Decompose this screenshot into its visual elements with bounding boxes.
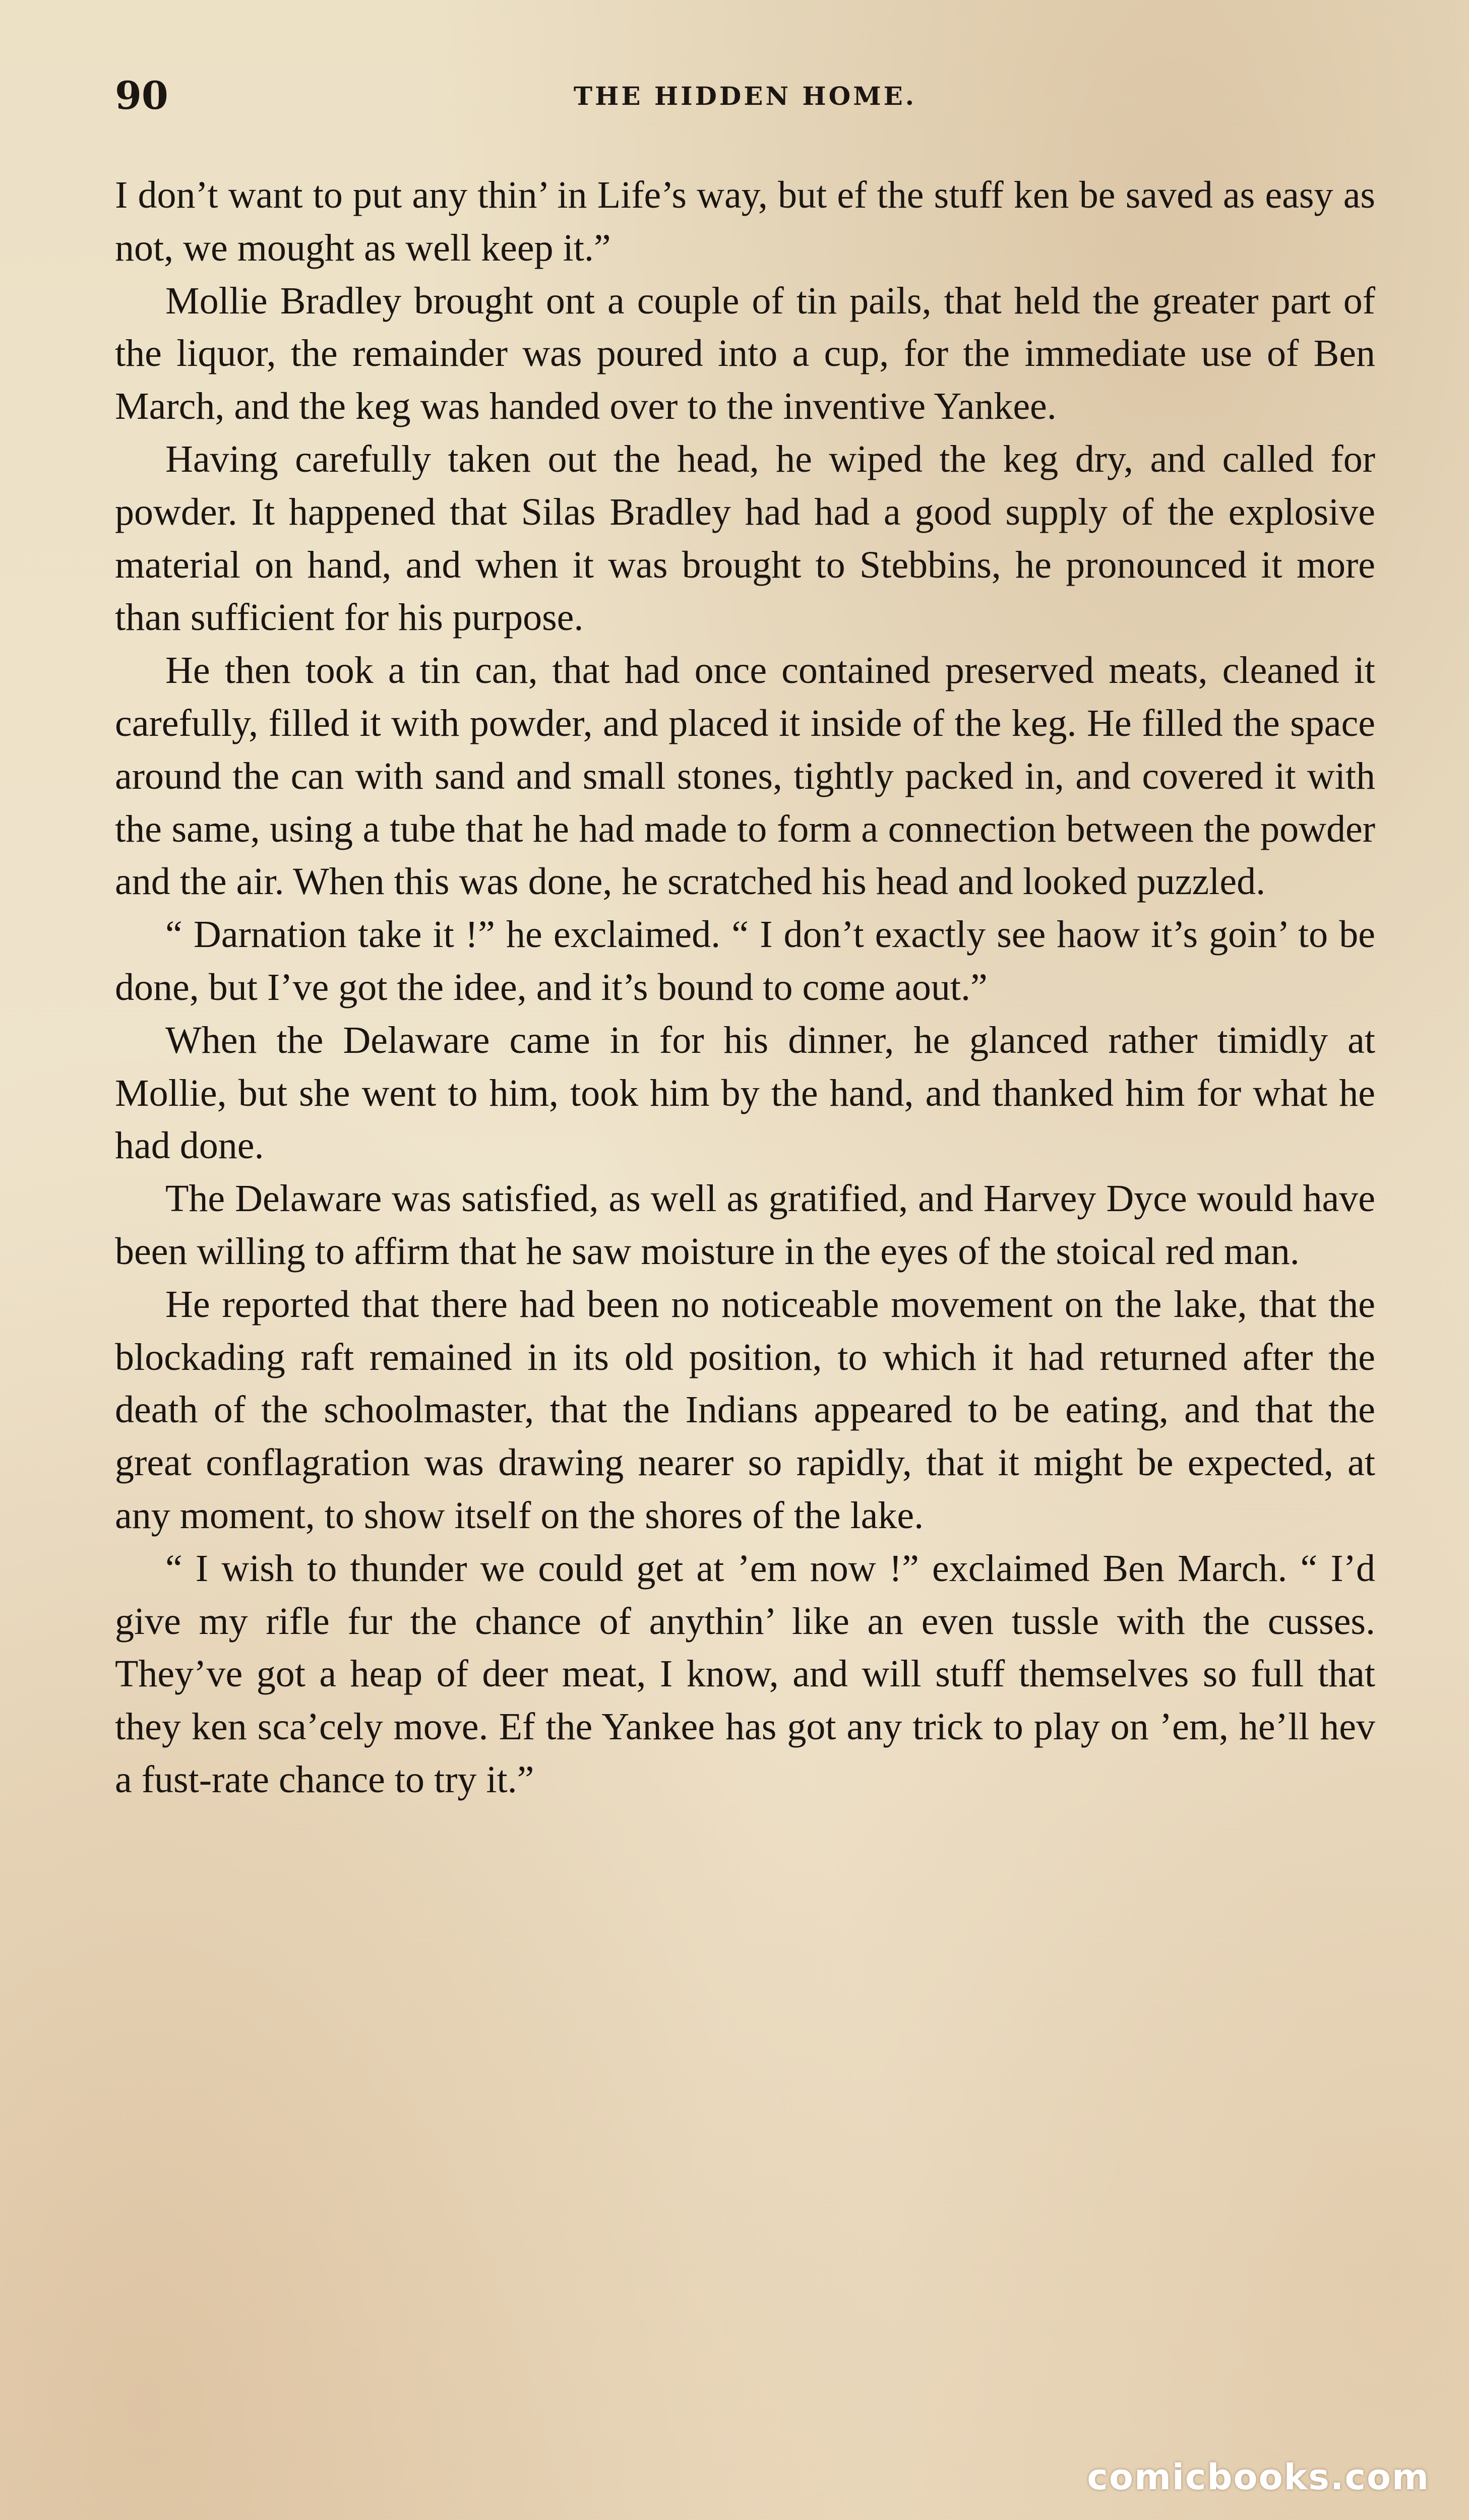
running-title: THE HIDDEN HOME. — [573, 81, 917, 111]
body-text — [115, 169, 1375, 1806]
paragraph: He reported that there had been no noticeable movement on the lake, that the blockading raft remained in its old position, to which it had returned after the death of the schoolmaster, that the Indians appeared to be eating, and that the great conflagration was drawing nearer so rapidly, that it might be expected, at any moment, to show itself on the shores of the lake. — [115, 1283, 1375, 1537]
paragraph: Mollie Bradley brought ont a couple of tin pails, that held the greater part of the liquor, the remainder was poured into a cup, for the immediate use of Ben March, and the keg was handed over to the inventive Yankee. — [115, 279, 1375, 428]
paragraph: “ I wish to thunder we could get at ’em now !” exclaimed Ben March. “ I’d give my rifle fur the chance of anythin’ like an even tussle with the cusses. They’ve got a heap of deer meat, I know, and will stuff themselves so full that they ken sca’cely move. Ef the Yankee has got any trick to play on ’em, he’ll hev a fust-rate chance to try it.” — [115, 1547, 1375, 1801]
page-header — [115, 73, 1375, 118]
paragraph: When the Delaware came in for his dinner, he glanced rather timidly at Mollie, but she went to him, took him by the hand, and thanked him for what he had done. — [115, 1019, 1375, 1167]
page-number: 90 — [115, 73, 168, 118]
paragraph: Having carefully taken out the head, he wiped the keg dry, and called for powder. It happened that Silas Bradley had had a good supply of the explosive material on hand, and when it was brought to Stebbins, he pronounced it more than sufficient for his purpose. — [115, 437, 1375, 639]
paragraph-continued: I don’t want to put any thin’ in Life’s way, but ef the stuff ken be saved as easy as not, we mought as well keep it.” — [115, 174, 1375, 269]
paragraph: The Delaware was satisfied, as well as gratified, and Harvey Dyce would have been willing to affirm that he saw moisture in the eyes of the stoical red man. — [115, 1177, 1375, 1273]
paragraph: He then took a tin can, that had once contained preserved meats, cleaned it carefully, filled it with powder, and placed it inside of the keg. He filled the space around the can with sand and small stones, tightly packed in, and covered it with the same, using a tube that he had made to form a connection between the powder and the air. When this was done, he scratched his head and looked puzzled. — [115, 649, 1375, 903]
watermark: comicbooks.com — [1087, 2456, 1430, 2498]
paragraph: “ Darnation take it !” he exclaimed. “ I don’t exactly see haow it’s goin’ to be done, but I’ve got the idee, and it’s bound to come aout.” — [115, 913, 1375, 1009]
